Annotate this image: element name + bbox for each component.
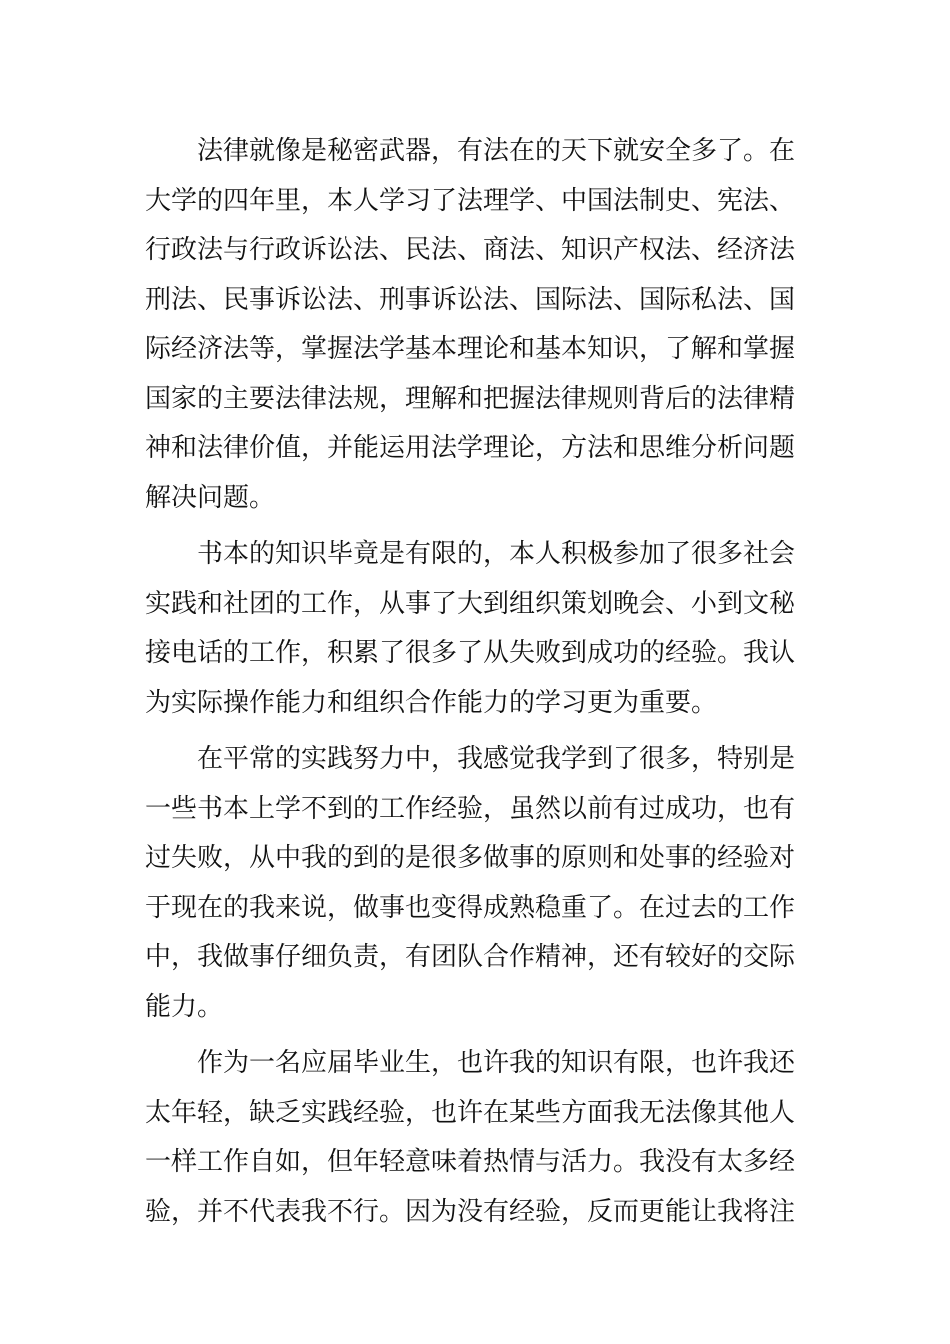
text-line: 国家的主要法律法规，理解和把握法律规则背后的法律精	[145, 383, 796, 414]
text-line: 中，我做事仔细负责，有团队合作精神，还有较好的交际	[145, 942, 796, 972]
paragraph-law-studies	[145, 127, 810, 523]
text-line: 一些书本上学不到的工作经验，虽然以前有过成功，也有	[145, 793, 796, 824]
text-line: 解决问题。	[145, 482, 276, 513]
text-line: 太年轻，缺乏实践经验，也许在某些方面我无法像其他人	[145, 1097, 796, 1128]
text-line: 于现在的我来说，做事也变得成熟稳重了。在过去的工作	[145, 892, 796, 923]
text-line: 书本的知识毕竟是有限的，本人积极参加了很多社会	[197, 539, 796, 569]
paragraph-experience	[145, 735, 810, 1032]
text-line: 神和法律价值，并能运用法学理论，方法和思维分析问题	[145, 433, 796, 463]
text-line: 为实际操作能力和组织合作能力的学习更为重要。	[145, 687, 718, 718]
text-line: 过失败，从中我的到的是很多做事的原则和处事的经验对	[145, 843, 796, 873]
paragraph-graduate	[145, 1039, 810, 1237]
document-body	[145, 127, 810, 1244]
text-line: 作为一名应届毕业生，也许我的知识有限，也许我还	[197, 1048, 796, 1078]
text-line: 际经济法等，掌握法学基本理论和基本知识，了解和掌握	[145, 334, 796, 364]
text-line: 法律就像是秘密武器，有法在的天下就安全多了。在	[197, 136, 796, 166]
text-line: 能力。	[145, 991, 224, 1022]
text-line: 实践和社团的工作，从事了大到组织策划晚会、小到文秘	[145, 588, 796, 619]
text-line: 验，并不代表我不行。因为没有经验，反而更能让我将注	[145, 1196, 796, 1227]
text-line: 在平常的实践努力中，我感觉我学到了很多，特别是	[197, 744, 796, 774]
paragraph-practice	[145, 530, 810, 728]
text-line: 接电话的工作，积累了很多了从失败到成功的经验。我认	[145, 638, 796, 668]
text-line: 行政法与行政诉讼法、民法、商法、知识产权法、经济法	[145, 235, 796, 265]
text-line: 刑法、民事诉讼法、刑事诉讼法、国际法、国际私法、国	[145, 284, 796, 315]
text-line: 大学的四年里，本人学习了法理学、中国法制史、宪法、	[145, 185, 796, 216]
text-line: 一样工作自如，但年轻意味着热情与活力。我没有太多经	[145, 1147, 796, 1177]
